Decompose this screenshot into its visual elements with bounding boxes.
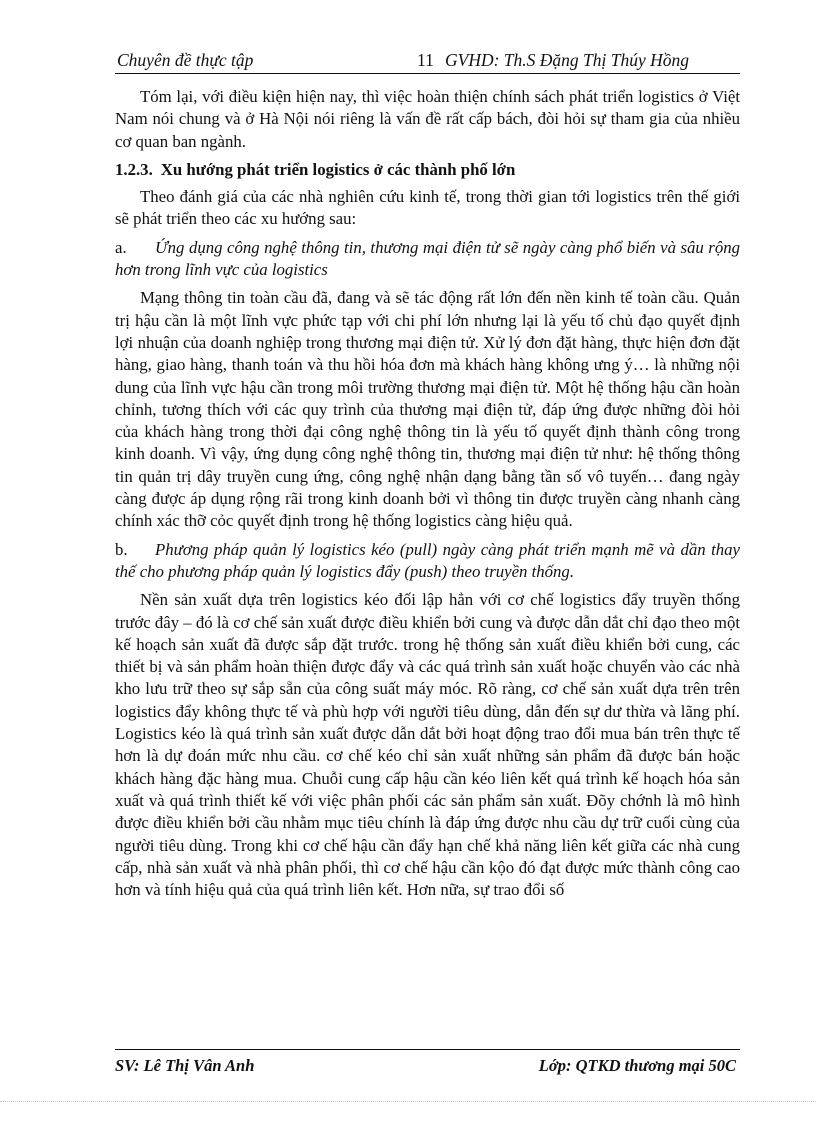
page-body [115,86,740,907]
footer-class: Lớp: QTKD thương mại 50C [538,1056,736,1075]
paragraph-a: Mạng thông tin toàn cầu đã, đang và sẽ tác động rất lớn đến nền kinh tế toàn cầu. Quản trị hậu cần là một lĩnh vực phức tạp với chi phí lớn nhưng lại là yếu tố chủ đạo quyết định lợi nhuận của doanh nghiệp trong thương mại điện tử. Xử lý đơn đặt hàng, thực hiện đơn đặt hàng, giao hàng, thanh toán và thu hồi hóa đơn mà khách hàng không ưng ý… là những nội dung của lĩnh vực hậu cần trong môi trường thương mại điện tử. Một hệ thống hậu cần hoàn chỉnh, tương thích với các quy trình của thương mại điện tử, đáp ứng được những đòi hỏi của khách hàng trong thời đại công nghệ thông tin là yếu tố quyết định thành công trong kinh doanh. Vì vậy, ứng dụng công nghệ thông tin, thương mại điện tử như: hệ thống thông tin quản trị dây truyền cung ứng, công nghệ nhận dạng bằng tần số vô tuyến… đang ngày càng được áp dụng rộng rãi trong kinh doanh bởi vì thông tin được truyền càng nhanh càng chính xác thỡ cỏc quyết định trong hệ thống logistics càng hiệu quả. [115,288,740,531]
intro-paragraph: Tóm lại, với điều kiện hiện nay, thì việc hoàn thiện chính sách phát triển logistics ở Việt Nam nói chung và ở Hà Nội nói riêng là vấn đề rất cấp bách, đòi hỏi sự tham gia của nhiều cơ quan ban ngành. [115,87,740,151]
page-header [115,47,740,73]
subheading-a [115,237,740,282]
subheading-b [115,539,740,584]
trends-paragraph: Theo đánh giá của các nhà nghiên cứu kinh tế, trong thời gian tới logistics trên thế giới sẽ phát triển theo các xu hướng sau: [115,187,740,229]
footer-student-name: SV: Lê Thị Vân Anh [115,1056,255,1075]
section-title: Xu hướng phát triển logistics ở các thành phố lớn [160,159,516,179]
subheading-b-marker: b. [115,539,128,559]
header-supervisor: GVHD: Th.S Đặng Thị Thúy Hồng [445,50,690,70]
section-number: 1.2.3. [115,159,153,179]
page-number: 11 [417,50,434,70]
header-divider [115,73,740,74]
paragraph-b: Nền sản xuất dựa trên logistics kéo đối lập hẳn với cơ chế logistics đẩy truyền thống trước đây – đó là cơ chế sản xuất được điều khiển bởi cung và được dẫn dắt chỉ đạo theo một kế hoạch sản xuất đã được sắp đặt trước. trong hệ thống sản xuất điều khiển bởi cung, các thiết bị và sản phẩm hoàn thiện được đẩy và các quá trình sản xuất hoặc chuyển vào các nhà kho lưu trữ theo sự sắp sẵn của công suất máy móc. Rõ ràng, cơ chế sản xuất dựa trên trên logistics đẩy không thực tế và phù hợp với người tiêu dùng, dẫn đến sự dư thừa và lãng phí. Logistics kéo là quá trình sản xuất được dẫn dắt bởi hoạt động trao đổi mua bán trên thực tế hơn là dự đoán mức nhu cầu. cơ chế kéo chỉ sản xuất những sản phẩm đã được bán hoặc khách hàng đặc hàng mua. Chuỗi cung cấp hậu cần kéo liên kết quá trình kế hoạch hóa sản xuất và quá trình thiết kế với việc phân phối các sản phẩm sản xuất. Đõy chớnh là mô hình được điều khiển bởi cầu nhằm mục tiêu chính là đáp ứng được nhu cầu dự trữ cuối cùng của người tiêu dùng. Trong khi cơ chế hậu cần đẩy hạn chế khả năng liên kết giữa các nhà cung cấp, nhà sản xuất và nhà phân phối, thì cơ chế hậu cần kộo đó đạt được mức thành công cao hơn và tính hiệu quả của quá trình liên kết. Hơn nữa, sự trao đổi số [115,590,740,900]
header-report-title: Chuyên đề thực tập [117,50,254,70]
page-bottom-edge [0,1101,816,1102]
subheading-a-marker: a. [115,237,127,257]
subheading-a-text: Ứng dụng công nghệ thông tin, thương mại điện tử sẽ ngày càng phổ biến và sâu rộng hơn trong lĩnh vực của logistics [115,237,740,280]
section-heading [115,159,740,181]
subheading-b-text: Phương pháp quản lý logistics kéo (pull) ngày càng phát triển mạnh mẽ và dần thay thế cho phương pháp quản lý logistics đẩy (push) theo truyền thống. [115,539,740,581]
footer-divider [115,1049,740,1050]
